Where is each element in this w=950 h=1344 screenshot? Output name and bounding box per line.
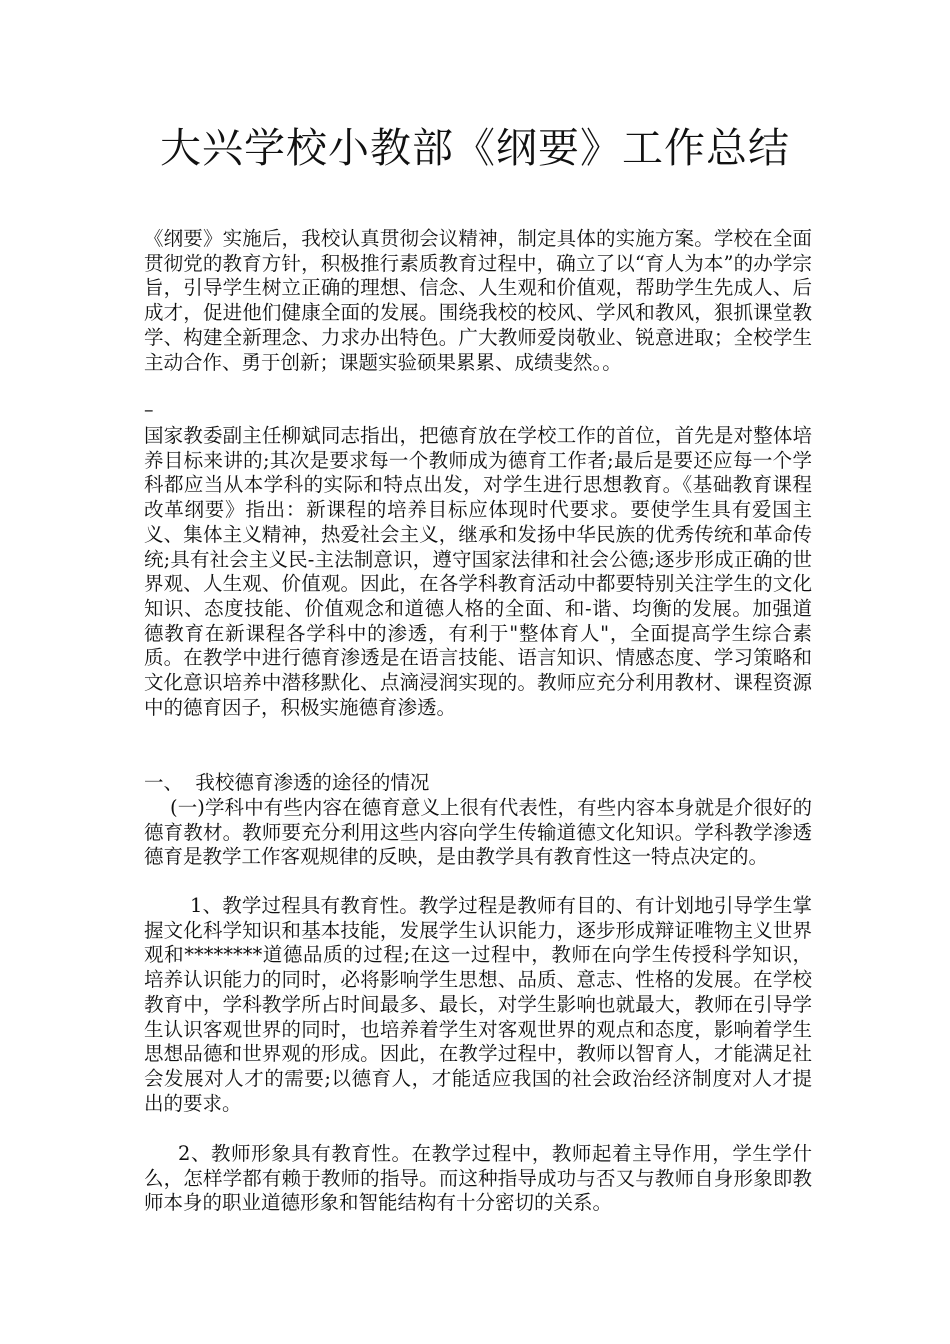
- paragraph-subject-content: (一)学科中有些内容在德育意义上很有代表性，有些内容本身就是介很好的德育教材。教师要充分利用这些内容向学生传输道德文化知识。学科教学渗透德育是教学工作客观规律的反映，是由教学具有教育性这一特点决定的。: [144, 796, 812, 869]
- paragraph-intro: 《纲要》实施后，我校认真贯彻会议精神，制定具体的实施方案。学校在全面贯彻党的教育方针，积极推行素质教育过程中，确立了以“育人为本”的办学宗旨，引导学生树立正确的理想、信念、人生观和价值观，帮助学生先成人、后成才，促进他们健康全面的发展。围绕我校的校风、学风和教风，狠抓课堂教学、构建全新理念、力求办出特色。广大教师爱岗敬业、锐意进取；全校学生主动合作、勇于创新；课题实验硕果累累、成绩斐然。。: [144, 227, 812, 374]
- paragraph-teacher-image: 2、教师形象具有教育性。在教学过程中，教师起着主导作用，学生学什么，怎样学都有赖于教师的指导。而这种指导成功与否又与教师自身形象即教师本身的职业道德形象和智能结构有十分密切的关系。: [144, 1142, 812, 1215]
- paragraph-moral-education: 国家教委副主任柳斌同志指出，把德育放在学校工作的首位，首先是对整体培养目标来讲的;其次是要求每一个教师成为德育工作者;最后是要还应每一个学科都应当从本学科的实际和特点出发，对学生进行思想教育。《基础教育课程改革纲要》指出：新课程的培养目标应体现时代要求。要使学生具有爱国主义、集体主义精神，热爱社会主义，继承和发扬中华民族的优秀传统和革命传统;具有社会主义民-主法制意识，遵守国家法律和社会公德;逐步形成正确的世界观、人生观、价值观。因此，在各学科教育活动中都要特别关注学生的文化知识、态度技能、价值观念和道德人格的全面、和-谐、均衡的发展。加强道德教育在新课程各学科中的渗透，有利于"整体育人"，全面提高学生综合素质。在教学中进行德育渗透是在语言技能、语言知识、情感态度、学习策略和文化意识培养中潜移默化、点滴浸润实现的。教师应充分利用教材、课程资源中的德育因子，积极实施德育渗透。: [144, 424, 812, 719]
- document-title: 大兴学校小教部《纲要》工作总结: [160, 124, 790, 172]
- separator-dash: –: [144, 399, 154, 421]
- section-heading-1: 一、 我校德育渗透的途径的情况: [144, 771, 430, 794]
- paragraph-teaching-process: 1、教学过程具有教育性。教学过程是教师有目的、有计划地引导学生掌握文化科学知识和基本技能，发展学生认识能力，逐步形成辩证唯物主义世界观和********道德品质的过程;在这一过程中，教师在向学生传授科学知识，培养认识能力的同时，必将影响学生思想、品质、意志、性格的发展。在学校教育中，学科教学所占时间最多、最长，对学生影响也就最大，教师在引导学生认识客观世界的同时，也培养着学生对客观世界的观点和态度，影响着学生思想品德和世界观的形成。因此，在教学过程中，教师以智育人，才能满足社会发展对人才的需要;以德育人，才能适应我国的社会政治经济制度对人才提出的要求。: [144, 894, 812, 1115]
